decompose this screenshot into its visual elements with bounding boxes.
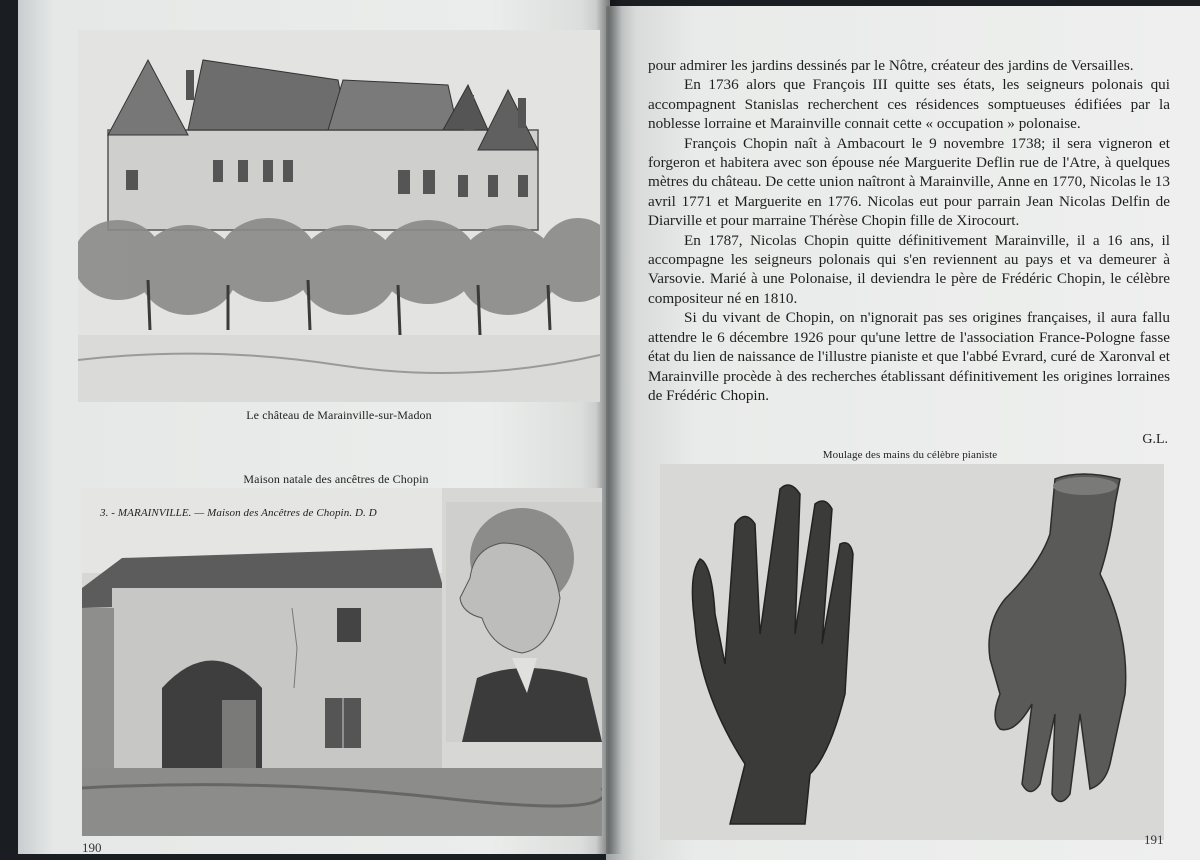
paragraph-4: En 1787, Nicolas Chopin quitte définitivement Marainville, il a 16 ans, il accompagne les seigneurs polonais qui s'en reviennent au pays et va demeurer à Varsovie. Marié à une Polonaise, il deviendra le père de Frédéric Chopin, le célèbre compositeur né en 1810. <box>648 231 1170 307</box>
paragraph-5: Si du vivant de Chopin, on n'ignorait pas ses origines françaises, il aura fallu attendre le 6 décembre 1926 pour qu'une lettre de l'association France-Pologne fasse état du lien de naissance de l'illustre pianiste et que l'abbé Evrard, curé de Xaronval et Marainville procède à des recherches établissant définitivement les origines lorraines de Frédéric Chopin. <box>648 309 1170 404</box>
hands-caption: Moulage des mains du célèbre pianiste <box>822 449 998 461</box>
author-signature: G.L. <box>1142 432 1168 447</box>
left-page-number: 190 <box>82 840 102 855</box>
paragraph-2: En 1736 alors que François III quitte ses états, les seigneurs polonais qui accompagnent Stanislas recherchent ces résidences somptueuses édifiées par la noblesse lorraine et Marainville connait cette « occupation » polonaise. <box>648 76 1170 133</box>
paragraph-1: pour admirer les jardins dessinés par le Nôtre, créateur des jardins de Versailles. <box>648 57 1134 74</box>
ancestral-house-postcard-image <box>82 488 602 836</box>
castle-caption: Le château de Marainville-sur-Madon <box>246 408 432 422</box>
paragraph-3: François Chopin naît à Ambacourt le 9 novembre 1738; il sera vigneron et forgeron et habitera avec son épouse née Marguerite Deflin rue de l'Atre, à quelques mètres du château. De cette union naîtront à Marainville, Anne en 1770, Nicolas le 13 avril 1771 et Marguerite en 1776. Nicolas eut pour parrain Jean Nicolas Delfin de Diarville et pour marraine Thérèse Chopin fille de Xirocourt. <box>648 134 1170 230</box>
postcard-label: 3. - MARAINVILLE. — Maison des Ancêtres de Chopin. D. D <box>100 507 377 519</box>
castle-engraving-image <box>78 30 600 402</box>
house-caption: Maison natale des ancêtres de Chopin <box>243 472 429 486</box>
chopin-hands-cast-image <box>660 464 1164 840</box>
article-text <box>648 56 1170 405</box>
right-page-number: 191 <box>1144 832 1164 847</box>
